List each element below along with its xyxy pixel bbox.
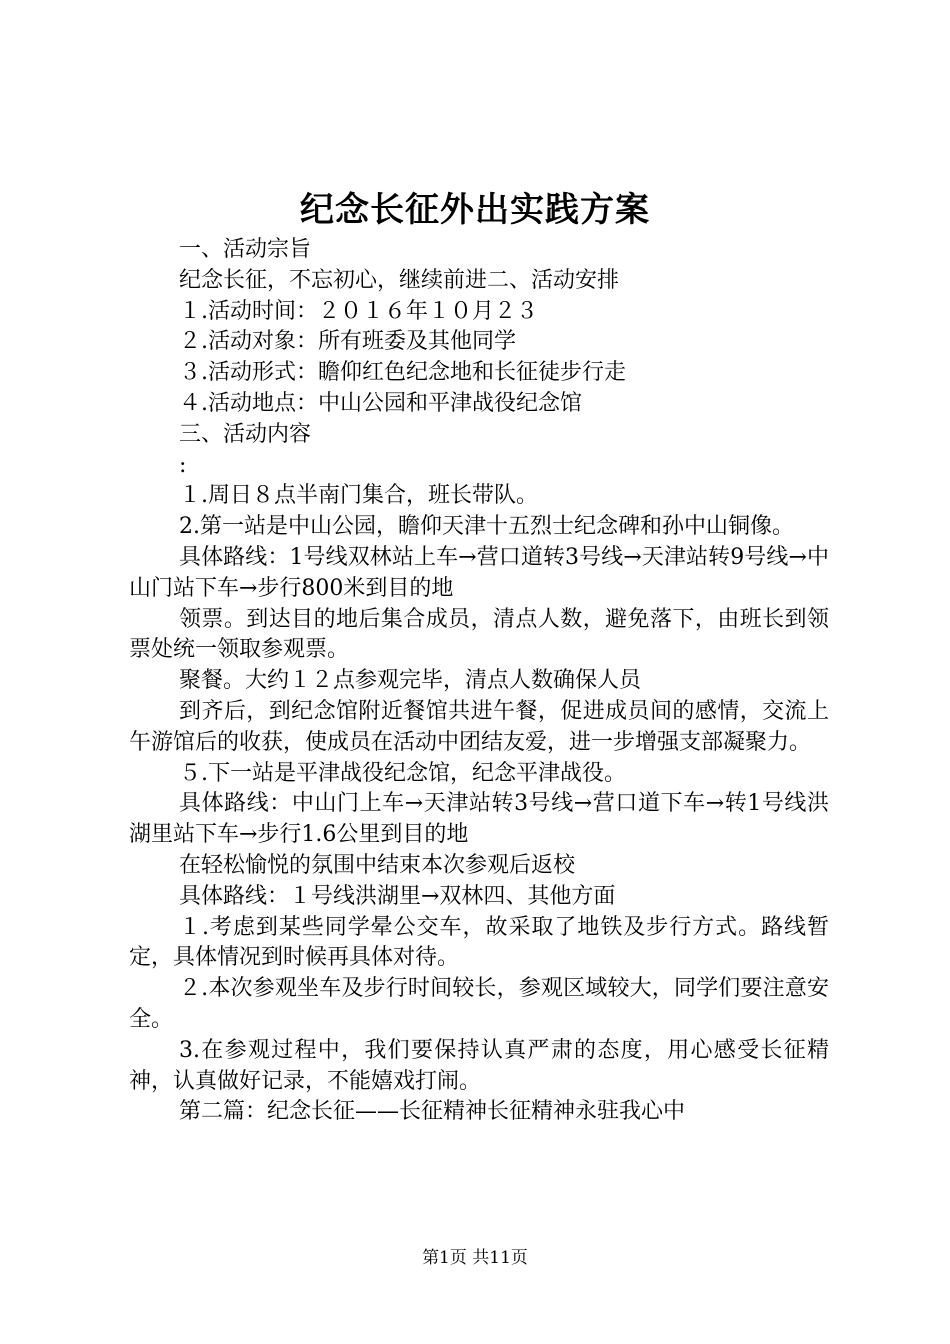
- paragraph: １.考虑到某些同学晕公交车，故采取了地铁及步行方式。路线暂定，具体情况到时候再具体对待。: [129, 914, 829, 971]
- paragraph: 到齐后，到纪念馆附近餐馆共进午餐，促进成员间的感情，交流上午游馆后的收获，使成员在活动中团结友爱，进一步增强支部凝聚力。: [129, 698, 829, 755]
- paragraph: ４.活动地点：中山公园和平津战役纪念馆: [179, 390, 582, 416]
- paragraph: 具体路线：１号线洪湖里→双林四、其他方面: [179, 883, 616, 909]
- paragraph: ２.本次参观坐车及步行时间较长，参观区域较大，同学们要注意安全。: [129, 976, 829, 1032]
- paragraph: ５.下一站是平津战役纪念馆，纪念平津战役。: [179, 760, 626, 786]
- paragraph: 三、活动内容: [179, 421, 312, 447]
- paragraph: １.活动时间：２０１６年１０月２３: [179, 298, 538, 324]
- document-body: [129, 235, 829, 1128]
- paragraph: 第二篇：纪念长征——长征精神长征精神永驻我心中: [179, 1099, 686, 1125]
- paragraph: 2.第一站是中山公园，瞻仰天津十五烈士纪念碑和孙中山铜像。: [179, 514, 794, 540]
- paragraph: 纪念长征，不忘初心，继续前进二、活动安排: [179, 267, 620, 293]
- paragraph: １.周日８点半南门集合，班长带队。: [179, 483, 538, 509]
- paragraph: ２.活动对象：所有班委及其他同学: [179, 329, 516, 355]
- paragraph: 聚餐。大约１２点参观完毕，清点人数确保人员: [179, 668, 642, 694]
- page-number-footer: 第1页 共11页: [422, 1248, 528, 1268]
- paragraph: 3.在参观过程中，我们要保持认真严肃的态度，用心感受长征精神，认真做好记录，不能嬉戏打闹。: [129, 1037, 829, 1094]
- paragraph: ３.活动形式：瞻仰红色纪念地和长征徒步行走: [179, 360, 626, 386]
- document-title: 纪念长征外出实践方案: [300, 190, 650, 230]
- paragraph: 在轻松愉悦的氛围中结束本次参观后返校: [179, 852, 576, 878]
- paragraph: 具体路线：1号线双林站上车→营口道转3号线→天津站转9号线→中山门站下车→步行800米到目的地: [129, 544, 829, 601]
- paragraph: 一、活动宗旨: [179, 237, 312, 262]
- paragraph: 领票。到达目的地后集合成员，清点人数，避免落下，由班长到领票处统一领取参观票。: [129, 606, 829, 663]
- paragraph: :: [179, 452, 187, 478]
- paragraph: 具体路线：中山门上车→天津站转3号线→营口道下车→转1号线洪湖里站下车→步行1.6公里到目的地: [129, 791, 829, 848]
